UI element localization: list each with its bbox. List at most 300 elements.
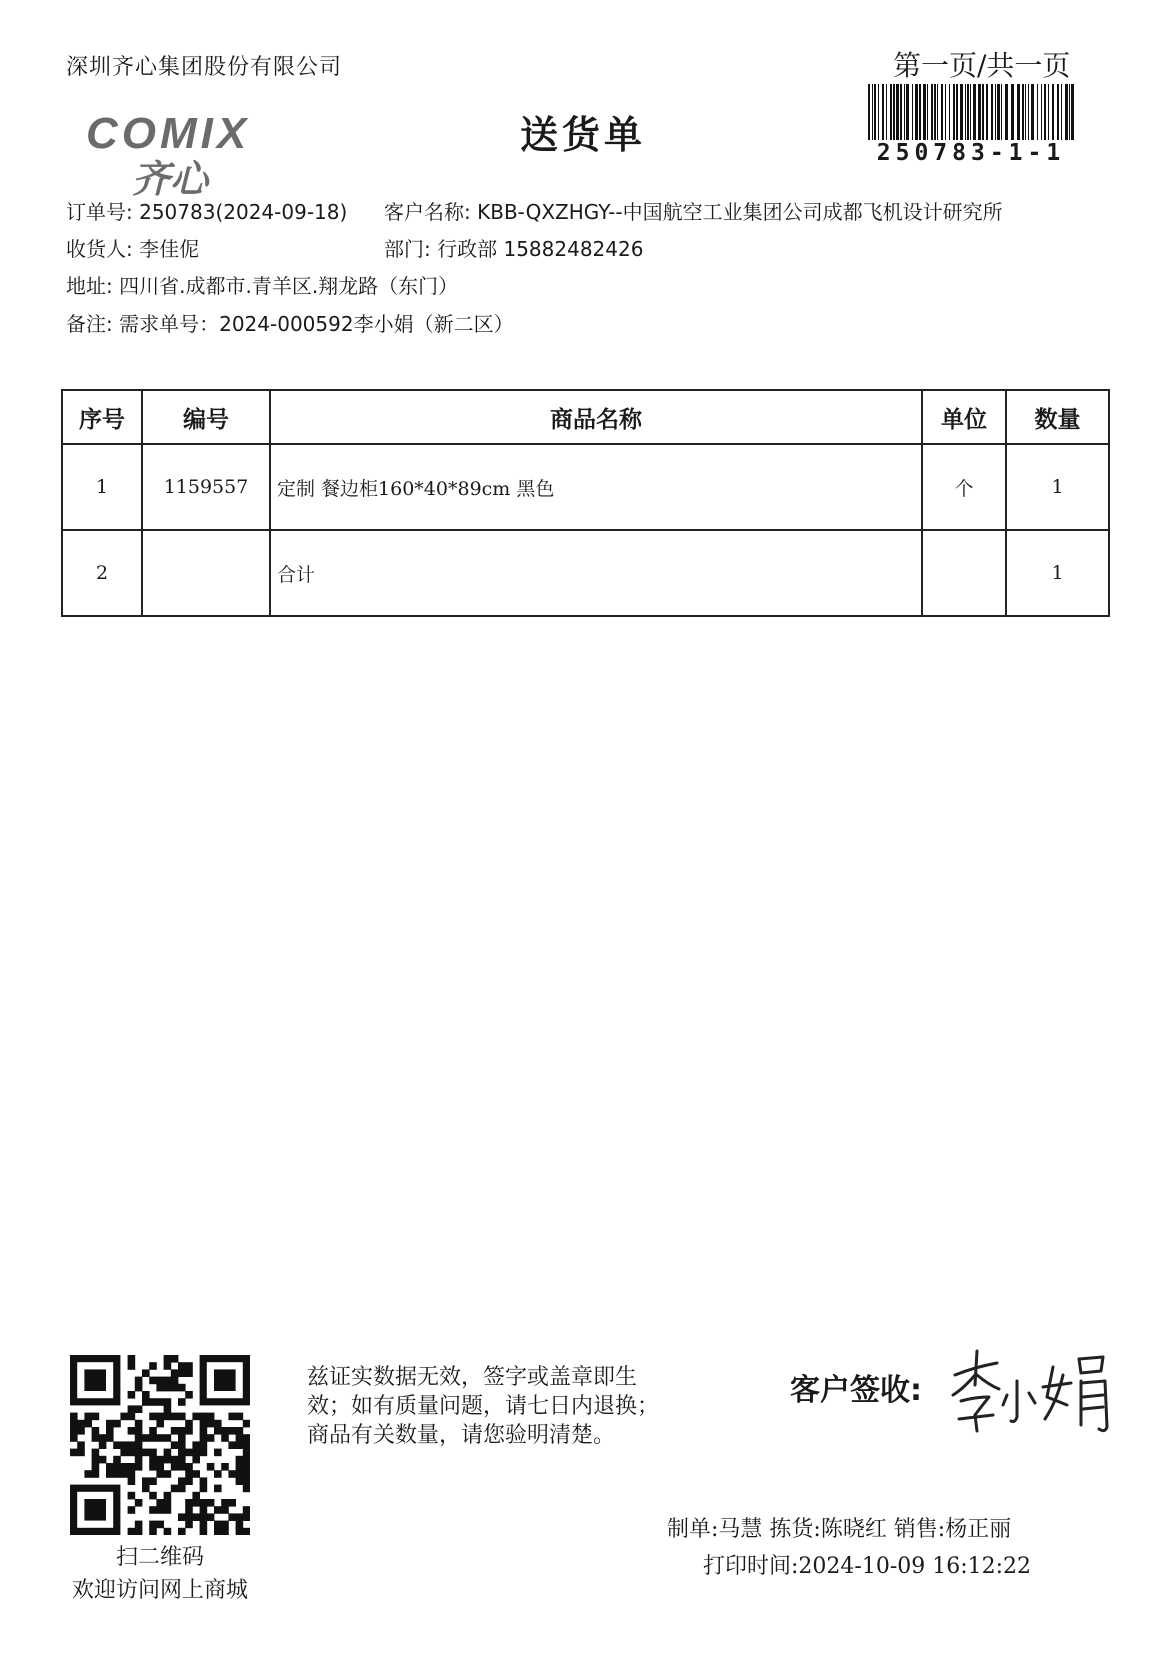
qr-module bbox=[221, 1427, 229, 1435]
notice-text bbox=[307, 1363, 727, 1450]
qr-module bbox=[171, 1355, 179, 1363]
barcode-bar bbox=[1041, 84, 1042, 140]
qr-module bbox=[192, 1413, 200, 1421]
qr-module bbox=[236, 1427, 244, 1435]
qr-module bbox=[236, 1463, 244, 1471]
qr-module bbox=[149, 1434, 157, 1442]
barcode-bar bbox=[904, 84, 905, 140]
qr-module bbox=[106, 1463, 114, 1471]
qr-module bbox=[120, 1441, 128, 1449]
qr-module bbox=[236, 1521, 244, 1529]
qr-module bbox=[149, 1427, 157, 1435]
address-value: 四川省.成都市.青羊区.翔龙路（东门） bbox=[119, 274, 459, 298]
address-label: 地址: bbox=[66, 274, 113, 298]
qr-module bbox=[185, 1506, 193, 1514]
qr-module bbox=[171, 1369, 179, 1377]
barcode-bar bbox=[1028, 84, 1029, 140]
qr-module bbox=[135, 1463, 143, 1471]
qr-module bbox=[135, 1405, 143, 1413]
qr-module bbox=[84, 1470, 92, 1478]
qr-module bbox=[149, 1477, 157, 1485]
qr-module bbox=[228, 1513, 236, 1521]
col-header-seq: 序号 bbox=[62, 390, 142, 444]
qr-module bbox=[164, 1355, 172, 1363]
qr-module bbox=[200, 1513, 208, 1521]
comix-logo bbox=[86, 108, 316, 198]
qr-module bbox=[178, 1513, 186, 1521]
qr-module bbox=[92, 1470, 100, 1478]
dept-value: 行政部 15882482426 bbox=[437, 237, 644, 261]
qr-module bbox=[185, 1499, 193, 1507]
qr-module bbox=[236, 1456, 244, 1464]
qr-module bbox=[200, 1499, 208, 1507]
barcode-bar bbox=[986, 84, 988, 140]
col-header-unit: 单位 bbox=[922, 390, 1006, 444]
qr-module bbox=[243, 1470, 250, 1478]
qr-module bbox=[135, 1441, 143, 1449]
barcode-bar bbox=[874, 84, 876, 140]
qr-module bbox=[120, 1449, 128, 1457]
qr-module bbox=[84, 1420, 92, 1428]
qr-module bbox=[135, 1377, 143, 1385]
order-label: 订单号: bbox=[66, 200, 133, 224]
qr-module bbox=[171, 1441, 179, 1449]
qr-module bbox=[200, 1420, 208, 1428]
qr-module bbox=[243, 1420, 250, 1428]
qr-module bbox=[142, 1369, 150, 1377]
qr-code bbox=[70, 1355, 250, 1535]
qr-module bbox=[178, 1441, 186, 1449]
col-header-code: 编号 bbox=[142, 390, 270, 444]
qr-module bbox=[228, 1441, 236, 1449]
barcode-bar bbox=[1011, 84, 1014, 140]
barcode-bar bbox=[1025, 84, 1026, 140]
qr-module bbox=[207, 1413, 215, 1421]
qr-module bbox=[106, 1427, 114, 1435]
qr-module bbox=[84, 1499, 106, 1521]
qr-module bbox=[135, 1528, 143, 1535]
qr-module bbox=[214, 1420, 222, 1428]
qr-module bbox=[70, 1420, 78, 1428]
barcode-bar bbox=[1001, 84, 1002, 140]
cell-qty: 1 bbox=[1006, 444, 1109, 530]
cell-name: 合计 bbox=[270, 530, 922, 616]
cell-name: 定制 餐边柜160*40*89cm 黑色 bbox=[270, 444, 922, 530]
qr-module bbox=[185, 1521, 193, 1529]
qr-module bbox=[171, 1413, 179, 1421]
barcode-bar bbox=[1065, 84, 1068, 140]
department-field bbox=[384, 233, 643, 262]
qr-module bbox=[128, 1470, 136, 1478]
qr-module bbox=[84, 1369, 106, 1391]
qr-module bbox=[185, 1463, 193, 1471]
qr-module bbox=[142, 1477, 150, 1485]
qr-module bbox=[142, 1434, 150, 1442]
qr-module bbox=[185, 1420, 193, 1428]
qr-module bbox=[178, 1413, 186, 1421]
qr-module bbox=[228, 1413, 236, 1421]
qr-module bbox=[113, 1456, 121, 1464]
qr-module bbox=[135, 1384, 143, 1392]
notice-line-2: 效；如有质量问题，请七日内退换； bbox=[307, 1394, 660, 1419]
qr-module bbox=[221, 1463, 229, 1471]
barcode-bar bbox=[995, 84, 996, 140]
qr-module bbox=[149, 1463, 157, 1471]
qr-module bbox=[164, 1377, 172, 1385]
qr-module bbox=[128, 1362, 136, 1370]
barcode-bar bbox=[1037, 84, 1038, 140]
qr-module bbox=[149, 1449, 157, 1457]
qr-module bbox=[221, 1499, 229, 1507]
company-name: 深圳齐心集团股份有限公司 bbox=[66, 55, 343, 80]
qr-module bbox=[178, 1384, 186, 1392]
order-number-field bbox=[66, 196, 347, 225]
cell-code: 1159557 bbox=[142, 444, 270, 530]
qr-module bbox=[113, 1441, 121, 1449]
qr-module bbox=[207, 1420, 215, 1428]
qr-module bbox=[120, 1463, 128, 1471]
staff-line: 制单:马慧 拣货:陈晓红 销售:杨正丽 bbox=[667, 1517, 1012, 1542]
col-header-name: 商品名称 bbox=[270, 390, 922, 444]
qr-module bbox=[200, 1427, 208, 1435]
qr-module bbox=[156, 1413, 164, 1421]
customer-value: KBB-QXZHGY--中国航空工业集团公司成都飞机设计研究所 bbox=[477, 200, 1003, 224]
qr-module bbox=[214, 1369, 236, 1391]
qr-module bbox=[228, 1427, 236, 1435]
qr-module bbox=[106, 1470, 114, 1478]
qr-module bbox=[149, 1413, 157, 1421]
barcode-bar bbox=[1071, 84, 1074, 140]
barcode-bar bbox=[1022, 84, 1024, 140]
barcode-bar bbox=[906, 84, 909, 140]
qr-module bbox=[171, 1456, 179, 1464]
qr-module bbox=[171, 1377, 179, 1385]
qr-module bbox=[200, 1434, 208, 1442]
qr-module bbox=[92, 1434, 100, 1442]
barcode-bar bbox=[941, 84, 943, 140]
qr-module bbox=[135, 1499, 143, 1507]
qr-module bbox=[92, 1463, 100, 1471]
qr-module bbox=[185, 1513, 193, 1521]
qr-module bbox=[243, 1449, 250, 1457]
qr-module bbox=[236, 1434, 244, 1442]
qr-module bbox=[243, 1477, 250, 1485]
qr-module bbox=[214, 1449, 222, 1457]
qr-module bbox=[228, 1499, 236, 1507]
qr-module bbox=[77, 1427, 85, 1435]
qr-module bbox=[178, 1369, 186, 1377]
qr-module bbox=[171, 1427, 179, 1435]
qr-module bbox=[178, 1398, 186, 1406]
barcode-bar bbox=[991, 84, 993, 140]
qr-module bbox=[243, 1456, 250, 1464]
customer-field bbox=[384, 196, 1003, 225]
qr-module bbox=[149, 1521, 157, 1529]
qr-module bbox=[236, 1470, 244, 1478]
barcode-bar bbox=[1048, 84, 1049, 140]
qr-module bbox=[171, 1384, 179, 1392]
handwritten-signature bbox=[945, 1345, 1125, 1435]
qr-module bbox=[192, 1499, 200, 1507]
logo-text-cn: 齐心 bbox=[132, 157, 209, 198]
barcode-number: 250783-1-1 bbox=[876, 140, 1066, 166]
barcode-bar bbox=[967, 84, 969, 140]
page-info: 第一页/共一页 bbox=[893, 49, 1071, 82]
barcode-bar bbox=[927, 84, 928, 140]
qr-module bbox=[128, 1441, 136, 1449]
qr-module bbox=[128, 1528, 136, 1535]
qr-module bbox=[178, 1463, 186, 1471]
barcode-bar bbox=[872, 84, 873, 140]
qr-module bbox=[178, 1456, 186, 1464]
qr-module bbox=[142, 1485, 150, 1493]
barcode-bar bbox=[1017, 84, 1020, 140]
document-title: 送货单 bbox=[520, 113, 647, 157]
qr-module bbox=[77, 1449, 85, 1457]
qr-module bbox=[207, 1513, 215, 1521]
table-row bbox=[62, 444, 1109, 530]
qr-module bbox=[164, 1449, 172, 1457]
qr-module bbox=[200, 1506, 208, 1514]
qr-module bbox=[77, 1420, 85, 1428]
delivery-items-table bbox=[61, 389, 1110, 617]
qr-module bbox=[149, 1492, 157, 1500]
logo-text-en: COMIX bbox=[86, 109, 251, 158]
qr-module bbox=[135, 1456, 143, 1464]
qr-module bbox=[156, 1521, 164, 1529]
qr-module bbox=[120, 1470, 128, 1478]
qr-module bbox=[156, 1463, 164, 1471]
qr-module bbox=[164, 1413, 172, 1421]
qr-module bbox=[185, 1449, 193, 1457]
qr-module bbox=[156, 1499, 164, 1507]
qr-module bbox=[70, 1449, 78, 1457]
qr-module bbox=[156, 1470, 164, 1478]
notice-line-3: 商品有关数量，请您验明清楚。 bbox=[307, 1423, 616, 1448]
qr-module bbox=[135, 1434, 143, 1442]
qr-module bbox=[164, 1506, 172, 1514]
qr-module bbox=[128, 1463, 136, 1471]
barcode-bar bbox=[973, 84, 976, 140]
receiver-label: 收货人: bbox=[66, 237, 133, 261]
qr-module bbox=[164, 1384, 172, 1392]
dept-label: 部门: bbox=[384, 237, 431, 261]
receiver-value: 李佳伲 bbox=[139, 237, 200, 261]
qr-module bbox=[142, 1398, 150, 1406]
qr-module bbox=[236, 1513, 244, 1521]
qr-module bbox=[243, 1434, 250, 1442]
qr-module bbox=[243, 1485, 250, 1493]
qr-module bbox=[178, 1477, 186, 1485]
qr-module bbox=[156, 1420, 164, 1428]
qr-module bbox=[99, 1456, 107, 1464]
qr-module bbox=[243, 1528, 250, 1535]
qr-module bbox=[200, 1521, 208, 1529]
barcode-bar bbox=[890, 84, 892, 140]
qr-module bbox=[135, 1420, 143, 1428]
qr-module bbox=[128, 1391, 136, 1399]
barcode-bar bbox=[997, 84, 1000, 140]
barcode-bar bbox=[896, 84, 899, 140]
qr-module bbox=[135, 1427, 143, 1435]
barcode-bar bbox=[1031, 84, 1034, 140]
barcode-bar bbox=[878, 84, 879, 140]
qr-module bbox=[243, 1506, 250, 1514]
qr-module bbox=[128, 1355, 136, 1363]
barcode-bar bbox=[960, 84, 963, 140]
barcode-bar bbox=[915, 84, 918, 140]
customer-label: 客户名称: bbox=[384, 200, 471, 224]
barcode-bar bbox=[882, 84, 884, 140]
qr-module bbox=[128, 1506, 136, 1514]
qr-module bbox=[84, 1413, 92, 1421]
qr-module bbox=[200, 1485, 208, 1493]
qr-module bbox=[128, 1449, 136, 1457]
qr-module bbox=[135, 1521, 143, 1529]
barcode-bar bbox=[868, 84, 870, 140]
barcode-bar bbox=[949, 84, 950, 140]
qr-module bbox=[192, 1513, 200, 1521]
qr-module bbox=[221, 1528, 229, 1535]
qr-module bbox=[164, 1470, 172, 1478]
qr-module bbox=[178, 1434, 186, 1442]
barcode-bar bbox=[982, 84, 984, 140]
qr-module bbox=[156, 1456, 164, 1464]
barcode-bar bbox=[1005, 84, 1008, 140]
qr-module bbox=[99, 1441, 107, 1449]
order-value: 250783(2024-09-18) bbox=[139, 200, 348, 224]
qr-module bbox=[92, 1456, 100, 1464]
qr-module bbox=[156, 1434, 164, 1442]
qr-module bbox=[156, 1377, 164, 1385]
barcode-bar bbox=[1044, 84, 1046, 140]
qr-module bbox=[207, 1499, 215, 1507]
qr-module bbox=[236, 1441, 244, 1449]
barcode-bar bbox=[931, 84, 933, 140]
barcode-bar bbox=[900, 84, 902, 140]
barcode-bar bbox=[1052, 84, 1054, 140]
barcode-bar bbox=[1057, 84, 1059, 140]
qr-module bbox=[149, 1528, 157, 1535]
qr-module bbox=[149, 1506, 157, 1514]
qr-module bbox=[142, 1449, 150, 1457]
cell-unit bbox=[922, 530, 1006, 616]
qr-module bbox=[185, 1427, 193, 1435]
barcode-bar bbox=[1069, 84, 1070, 140]
qr-module bbox=[164, 1405, 172, 1413]
qr-module bbox=[207, 1463, 215, 1471]
qr-module bbox=[156, 1506, 164, 1514]
qr-module bbox=[164, 1528, 172, 1535]
qr-module bbox=[128, 1492, 136, 1500]
qr-module bbox=[164, 1362, 172, 1370]
qr-module bbox=[142, 1391, 150, 1399]
qr-module bbox=[178, 1528, 186, 1535]
notice-line-1: 兹证实数据无效，签字或盖章即生 bbox=[307, 1365, 638, 1390]
qr-module bbox=[200, 1449, 208, 1457]
barcode-bar bbox=[1061, 84, 1062, 140]
qr-module bbox=[92, 1413, 100, 1421]
qr-module bbox=[149, 1362, 157, 1370]
qr-module bbox=[243, 1441, 250, 1449]
barcode-bar bbox=[923, 84, 926, 140]
qr-module bbox=[192, 1470, 200, 1478]
qr-module bbox=[128, 1477, 136, 1485]
qr-module bbox=[70, 1427, 78, 1435]
barcode-bar bbox=[956, 84, 958, 140]
qr-module bbox=[243, 1513, 250, 1521]
qr-module bbox=[70, 1434, 78, 1442]
qr-module bbox=[70, 1413, 78, 1421]
qr-module bbox=[128, 1405, 136, 1413]
qr-module bbox=[113, 1470, 121, 1478]
qr-module bbox=[128, 1413, 136, 1421]
qr-module bbox=[200, 1528, 208, 1535]
qr-module bbox=[236, 1528, 244, 1535]
qr-module bbox=[164, 1398, 172, 1406]
qr-caption-1: 扫二维码 bbox=[115, 1545, 204, 1570]
barcode-bar bbox=[886, 84, 887, 140]
barcode-bar bbox=[937, 84, 938, 140]
qr-module bbox=[192, 1456, 200, 1464]
col-header-qty: 数量 bbox=[1006, 390, 1109, 444]
remark-field bbox=[66, 308, 514, 337]
qr-module bbox=[185, 1391, 193, 1399]
barcode-bar bbox=[978, 84, 981, 140]
qr-module bbox=[236, 1413, 244, 1421]
qr-module bbox=[243, 1463, 250, 1471]
qr-module bbox=[200, 1441, 208, 1449]
qr-module bbox=[156, 1384, 164, 1392]
qr-module bbox=[221, 1506, 229, 1514]
barcode-bar bbox=[912, 84, 913, 140]
qr-module bbox=[192, 1449, 200, 1457]
cell-seq: 1 bbox=[62, 444, 142, 530]
qr-module bbox=[185, 1369, 193, 1377]
cell-code bbox=[142, 530, 270, 616]
barcode bbox=[866, 84, 1076, 140]
qr-module bbox=[185, 1477, 193, 1485]
barcode-bar bbox=[893, 84, 895, 140]
qr-caption-2: 欢迎访问网上商城 bbox=[71, 1578, 248, 1603]
qr-module bbox=[214, 1528, 222, 1535]
qr-module bbox=[164, 1499, 172, 1507]
barcode-bar bbox=[934, 84, 936, 140]
qr-module bbox=[178, 1485, 186, 1493]
qr-module bbox=[178, 1449, 186, 1457]
qr-module bbox=[113, 1420, 121, 1428]
qr-module bbox=[164, 1434, 172, 1442]
qr-module bbox=[221, 1434, 229, 1442]
customer-sign-label: 客户签收: bbox=[790, 1373, 922, 1408]
qr-module bbox=[92, 1427, 100, 1435]
qr-module bbox=[120, 1413, 128, 1421]
qr-module bbox=[99, 1434, 107, 1442]
qr-module bbox=[164, 1492, 172, 1500]
qr-module bbox=[214, 1521, 222, 1529]
qr-module bbox=[156, 1398, 164, 1406]
qr-module bbox=[221, 1521, 229, 1529]
qr-module bbox=[214, 1470, 222, 1478]
table-row-total bbox=[62, 530, 1109, 616]
qr-module bbox=[192, 1492, 200, 1500]
table-header-row bbox=[62, 390, 1109, 444]
qr-module bbox=[214, 1427, 222, 1435]
remark-label: 备注: bbox=[66, 312, 113, 336]
qr-module bbox=[214, 1506, 222, 1514]
barcode-bar bbox=[919, 84, 921, 140]
print-time: 打印时间:2024-10-09 16:12:22 bbox=[703, 1554, 1032, 1579]
